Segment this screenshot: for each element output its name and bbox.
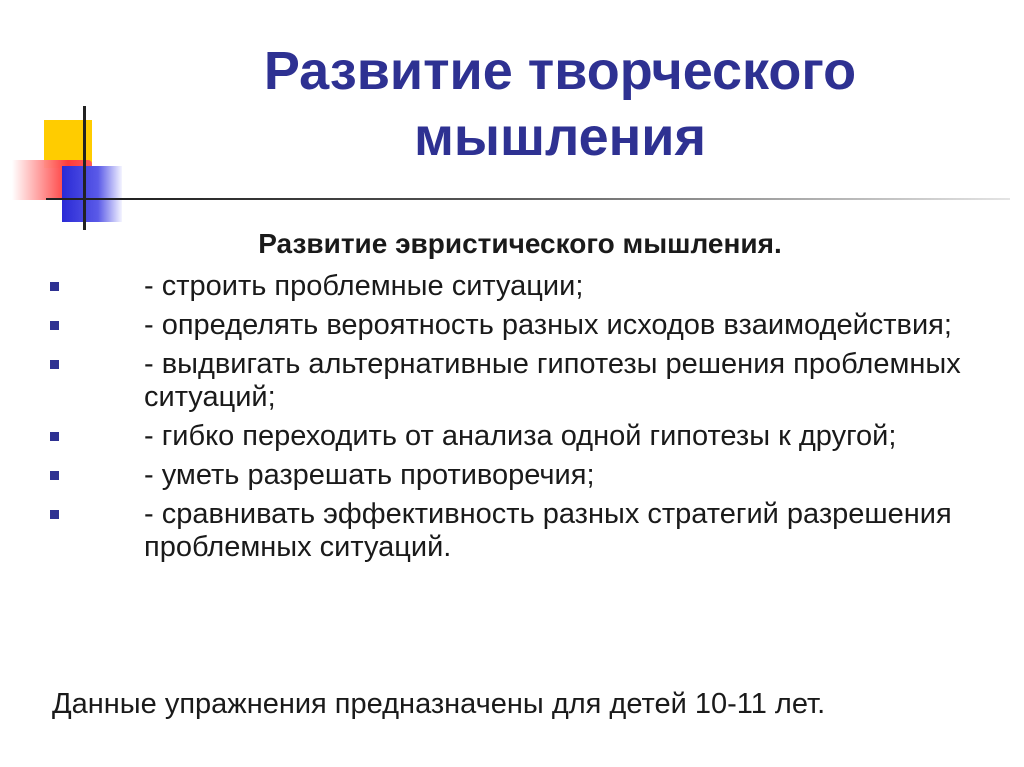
bullet-item [0, 459, 1024, 492]
square-bullet-icon [50, 432, 59, 441]
square-bullet-icon [50, 282, 59, 291]
bullet-item [0, 348, 1024, 414]
square-bullet-icon [50, 360, 59, 369]
bullet-text: - выдвигать альтернативные гипотезы решения проблемных ситуаций; [144, 348, 961, 413]
bullet-item [0, 420, 1024, 453]
title-divider [130, 198, 1010, 200]
bullet-text: - определять вероятность разных исходов взаимодействия; [144, 309, 952, 341]
slide-title: Развитие творческого мышления [263, 41, 857, 167]
blue-square-shape [62, 166, 122, 222]
square-bullet-icon [50, 321, 59, 330]
slide-subtitle: Развитие эвристического мышления. [258, 228, 782, 259]
bullet-text: - строить проблемные ситуации; [144, 270, 584, 302]
bullet-item [0, 309, 1024, 342]
bullet-list [0, 270, 1024, 570]
bullet-text: - гибко переходить от анализа одной гипотезы к другой; [144, 420, 897, 452]
bullet-item [0, 270, 1024, 303]
vertical-line-shape [83, 106, 86, 230]
decorative-squares-logo [0, 100, 160, 230]
square-bullet-icon [50, 471, 59, 480]
bullet-text: - сравнивать эффективность разных стратегий разрешения проблемных ситуаций. [144, 498, 952, 563]
bullet-item [0, 498, 1024, 564]
square-bullet-icon [50, 510, 59, 519]
slide-footer-note: Данные упражнения предназначены для детей 10-11 лет. [52, 688, 826, 720]
bullet-text: - уметь разрешать противоречия; [144, 459, 595, 491]
